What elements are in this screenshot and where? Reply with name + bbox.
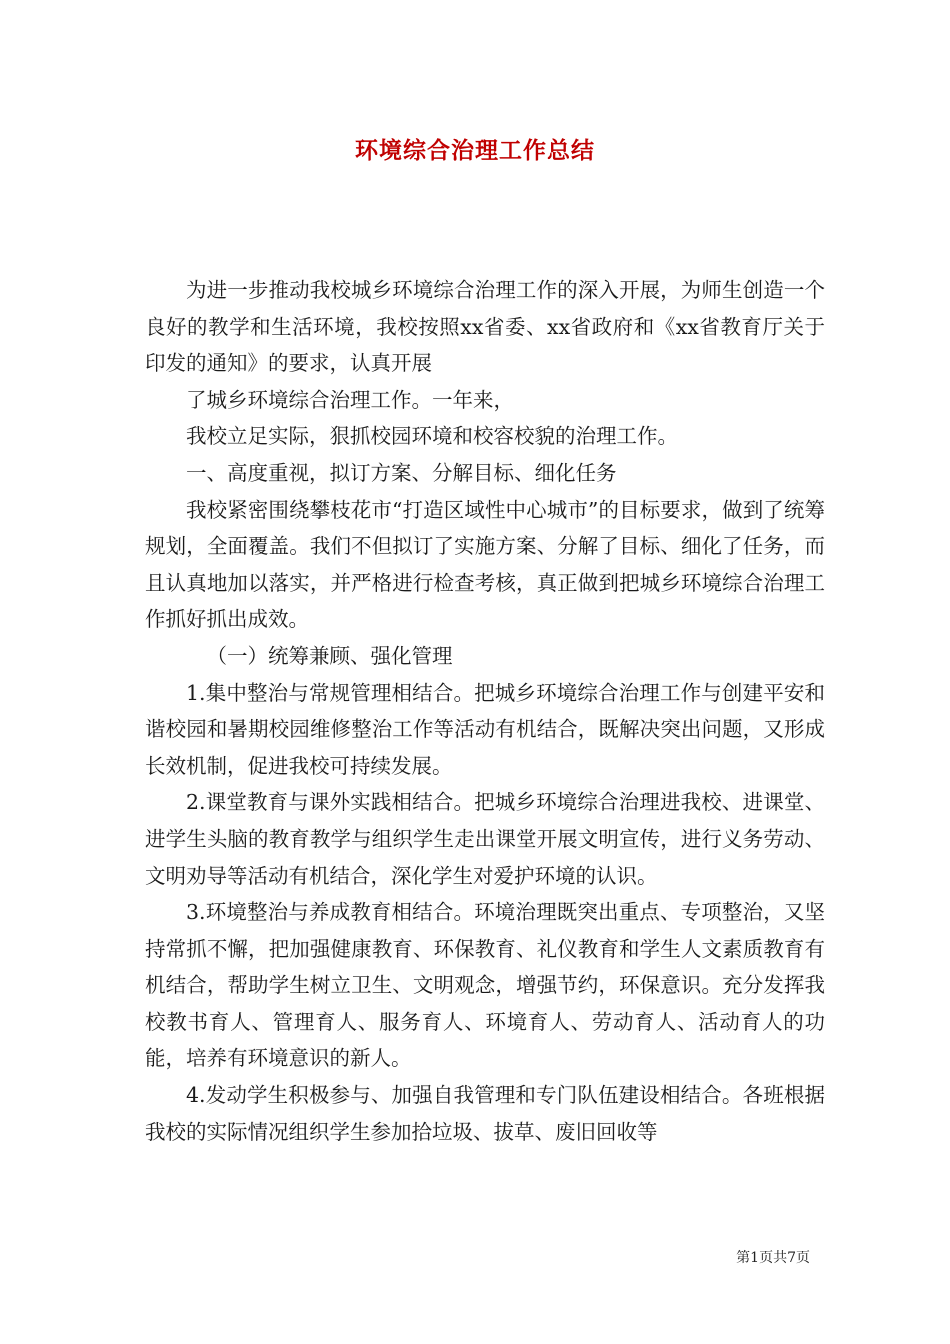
page-number-footer: 第1页共7页: [736, 1250, 810, 1266]
paragraph-item-4: 4.发动学生积极参与、加强自我管理和专门队伍建设相结合。各班根据我校的实际情况组织学生参加拾垃圾、拔草、废旧回收等: [145, 1083, 825, 1144]
paragraph-section-1: 我校紧密围绕攀枝花市“打造区域性中心城市”的目标要求，做到了统筹规划，全面覆盖。我们不但拟订了实施方案、分解了目标、细化了任务，而且认真地加以落实，并严格进行检查考核，真正做到把城乡环境综合治理工作抓好抓出成效。: [145, 497, 825, 632]
paragraph-item-2: 2.课堂教育与课外实践相结合。把城乡环境综合治理进我校、进课堂、进学生头脑的教育教学与组织学生走出课堂开展文明宣传，进行义务劳动、文明劝导等活动有机结合，深化学生对爱护环境的认识。: [145, 790, 825, 888]
paragraph-intro-cont: 了城乡环境综合治理工作。一年来，: [186, 387, 514, 412]
paragraph-item-3: 3.环境整治与养成教育相结合。环境治理既突出重点、专项整治，又坚持常抓不懈，把加强健康教育、环保教育、礼仪教育和学生人文素质教育有机结合，帮助学生树立卫生、文明观念，增强节约，环保意识。充分发挥我校教书育人、管理育人、服务育人、环境育人、劳动育人、活动育人的功能，培养有环境意识的新人。: [145, 900, 825, 1071]
paragraph-intro-cont-2: 我校立足实际，狠抓校园环境和校容校貌的治理工作。: [186, 424, 678, 449]
paragraph-item-1: 1.集中整治与常规管理相结合。把城乡环境综合治理工作与创建平安和谐校园和暑期校园维修整治工作等活动有机结合，既解决突出问题，又形成长效机制，促进我校可持续发展。: [145, 680, 825, 778]
subsection-heading-1: （一）统筹兼顾、强化管理: [206, 643, 453, 668]
document-title: 环境综合治理工作总结: [355, 138, 595, 164]
section-heading-1: 一、高度重视，拟订方案、分解目标、细化任务: [186, 460, 617, 485]
paragraph-intro: 为进一步推动我校城乡环境综合治理工作的深入开展，为师生创造一个良好的教学和生活环境，我校按照xx省委、xx省政府和《xx省教育厅关于印发的通知》的要求，认真开展: [145, 278, 825, 376]
document-body: [145, 272, 825, 1150]
